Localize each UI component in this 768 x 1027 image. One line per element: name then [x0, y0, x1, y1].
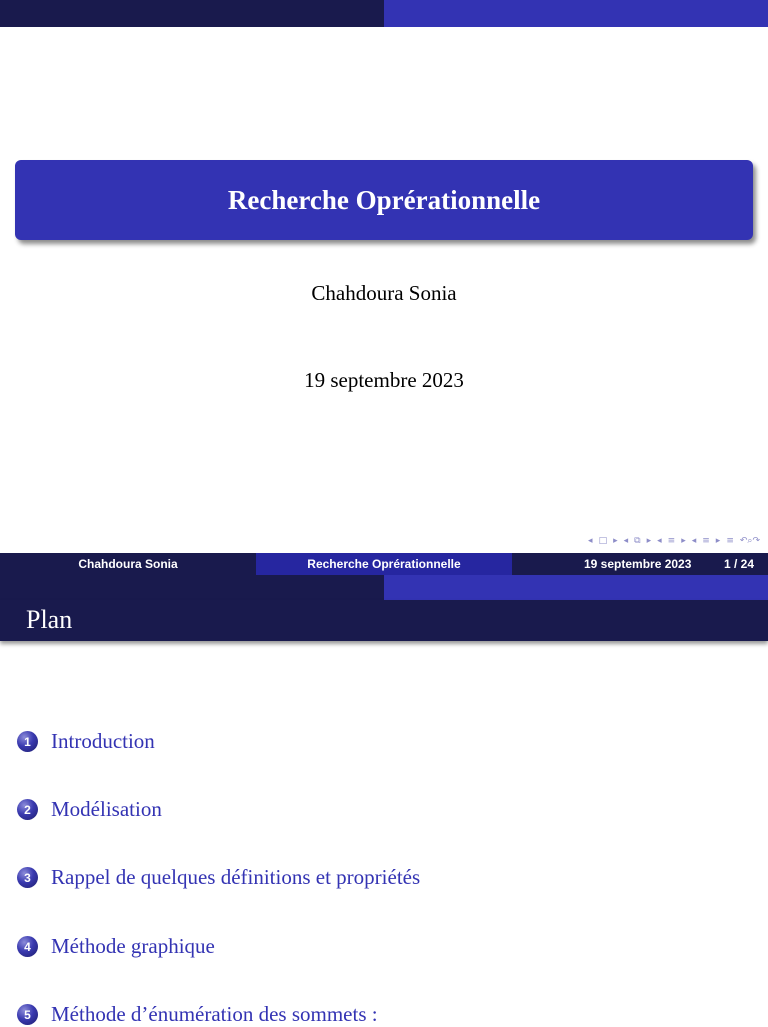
beamer-navigation-bar [588, 533, 760, 549]
nav-prev-part-icon[interactable]: ◂ [691, 536, 697, 546]
plan-item-label[interactable]: Méthode graphique [51, 934, 215, 958]
footer-title-segment [256, 553, 512, 575]
slide2-header-left [0, 575, 384, 600]
footer-author: Chahdoura Sonia [78, 557, 178, 571]
presentation-title: Recherche Oprérationnelle [227, 184, 541, 215]
slide2-header-right [384, 575, 768, 600]
footer-author-segment [0, 553, 256, 575]
nav-prev-frame-icon[interactable]: ◂ [588, 536, 593, 546]
plan-item-enumeration[interactable] [17, 1002, 378, 1027]
nav-next-part-icon[interactable]: ▸ [715, 536, 721, 546]
footer-date-segment [512, 553, 768, 575]
author-name: Chahdoura Sonia [311, 281, 457, 305]
header-bar-right [384, 0, 768, 27]
plan-item-methode-graphique[interactable] [17, 934, 215, 959]
slide1-header-bar [0, 0, 768, 27]
nav-align-icon[interactable]: ≡ [726, 536, 734, 546]
frame-title: Plan [26, 605, 73, 634]
plan-item-label[interactable]: Rappel de quelques définitions et propriétés [51, 865, 421, 889]
nav-prev-subsection-icon[interactable]: ◂ [623, 536, 629, 546]
nav-subsection-icon[interactable]: ⧉ [634, 536, 641, 546]
nav-frame-icon[interactable]: □ [598, 536, 608, 546]
footer-title: Recherche Oprérationnelle [307, 557, 461, 571]
nav-section-icon[interactable]: ≡ [667, 536, 676, 546]
item-number-ball: 1 [17, 731, 38, 752]
item-number-ball: 3 [17, 867, 38, 888]
footer-page-number: 1 / 24 [723, 557, 754, 571]
plan-item-rappel[interactable] [17, 865, 420, 890]
nav-next-frame-icon[interactable]: ▸ [613, 536, 618, 546]
plan-item-label[interactable]: Méthode d’énumération des sommets : [51, 1002, 378, 1026]
nav-next-subsection-icon[interactable]: ▸ [646, 536, 652, 546]
header-bar-left [0, 0, 384, 27]
plan-item-introduction[interactable] [17, 729, 155, 754]
slide-footer [0, 553, 768, 575]
frame-title-bar [0, 600, 768, 641]
nav-next-section-icon[interactable]: ▸ [681, 536, 686, 546]
nav-search-icon[interactable]: ↶⌕↷ [739, 536, 760, 546]
footer-date: 19 septembre 2023 [584, 557, 692, 571]
item-number-ball: 5 [17, 1004, 38, 1025]
plan-item-label[interactable]: Introduction [51, 729, 155, 753]
presentation-date: 19 septembre 2023 [304, 368, 464, 392]
plan-item-label[interactable]: Modélisation [51, 797, 162, 821]
item-number-ball: 4 [17, 936, 38, 957]
item-number-ball: 2 [17, 799, 38, 820]
nav-part-icon[interactable]: ≡ [702, 536, 710, 546]
title-box [15, 160, 753, 240]
nav-prev-section-icon[interactable]: ◂ [657, 536, 662, 546]
plan-item-modelisation[interactable] [17, 797, 162, 822]
slide2-header-bar [0, 575, 768, 600]
